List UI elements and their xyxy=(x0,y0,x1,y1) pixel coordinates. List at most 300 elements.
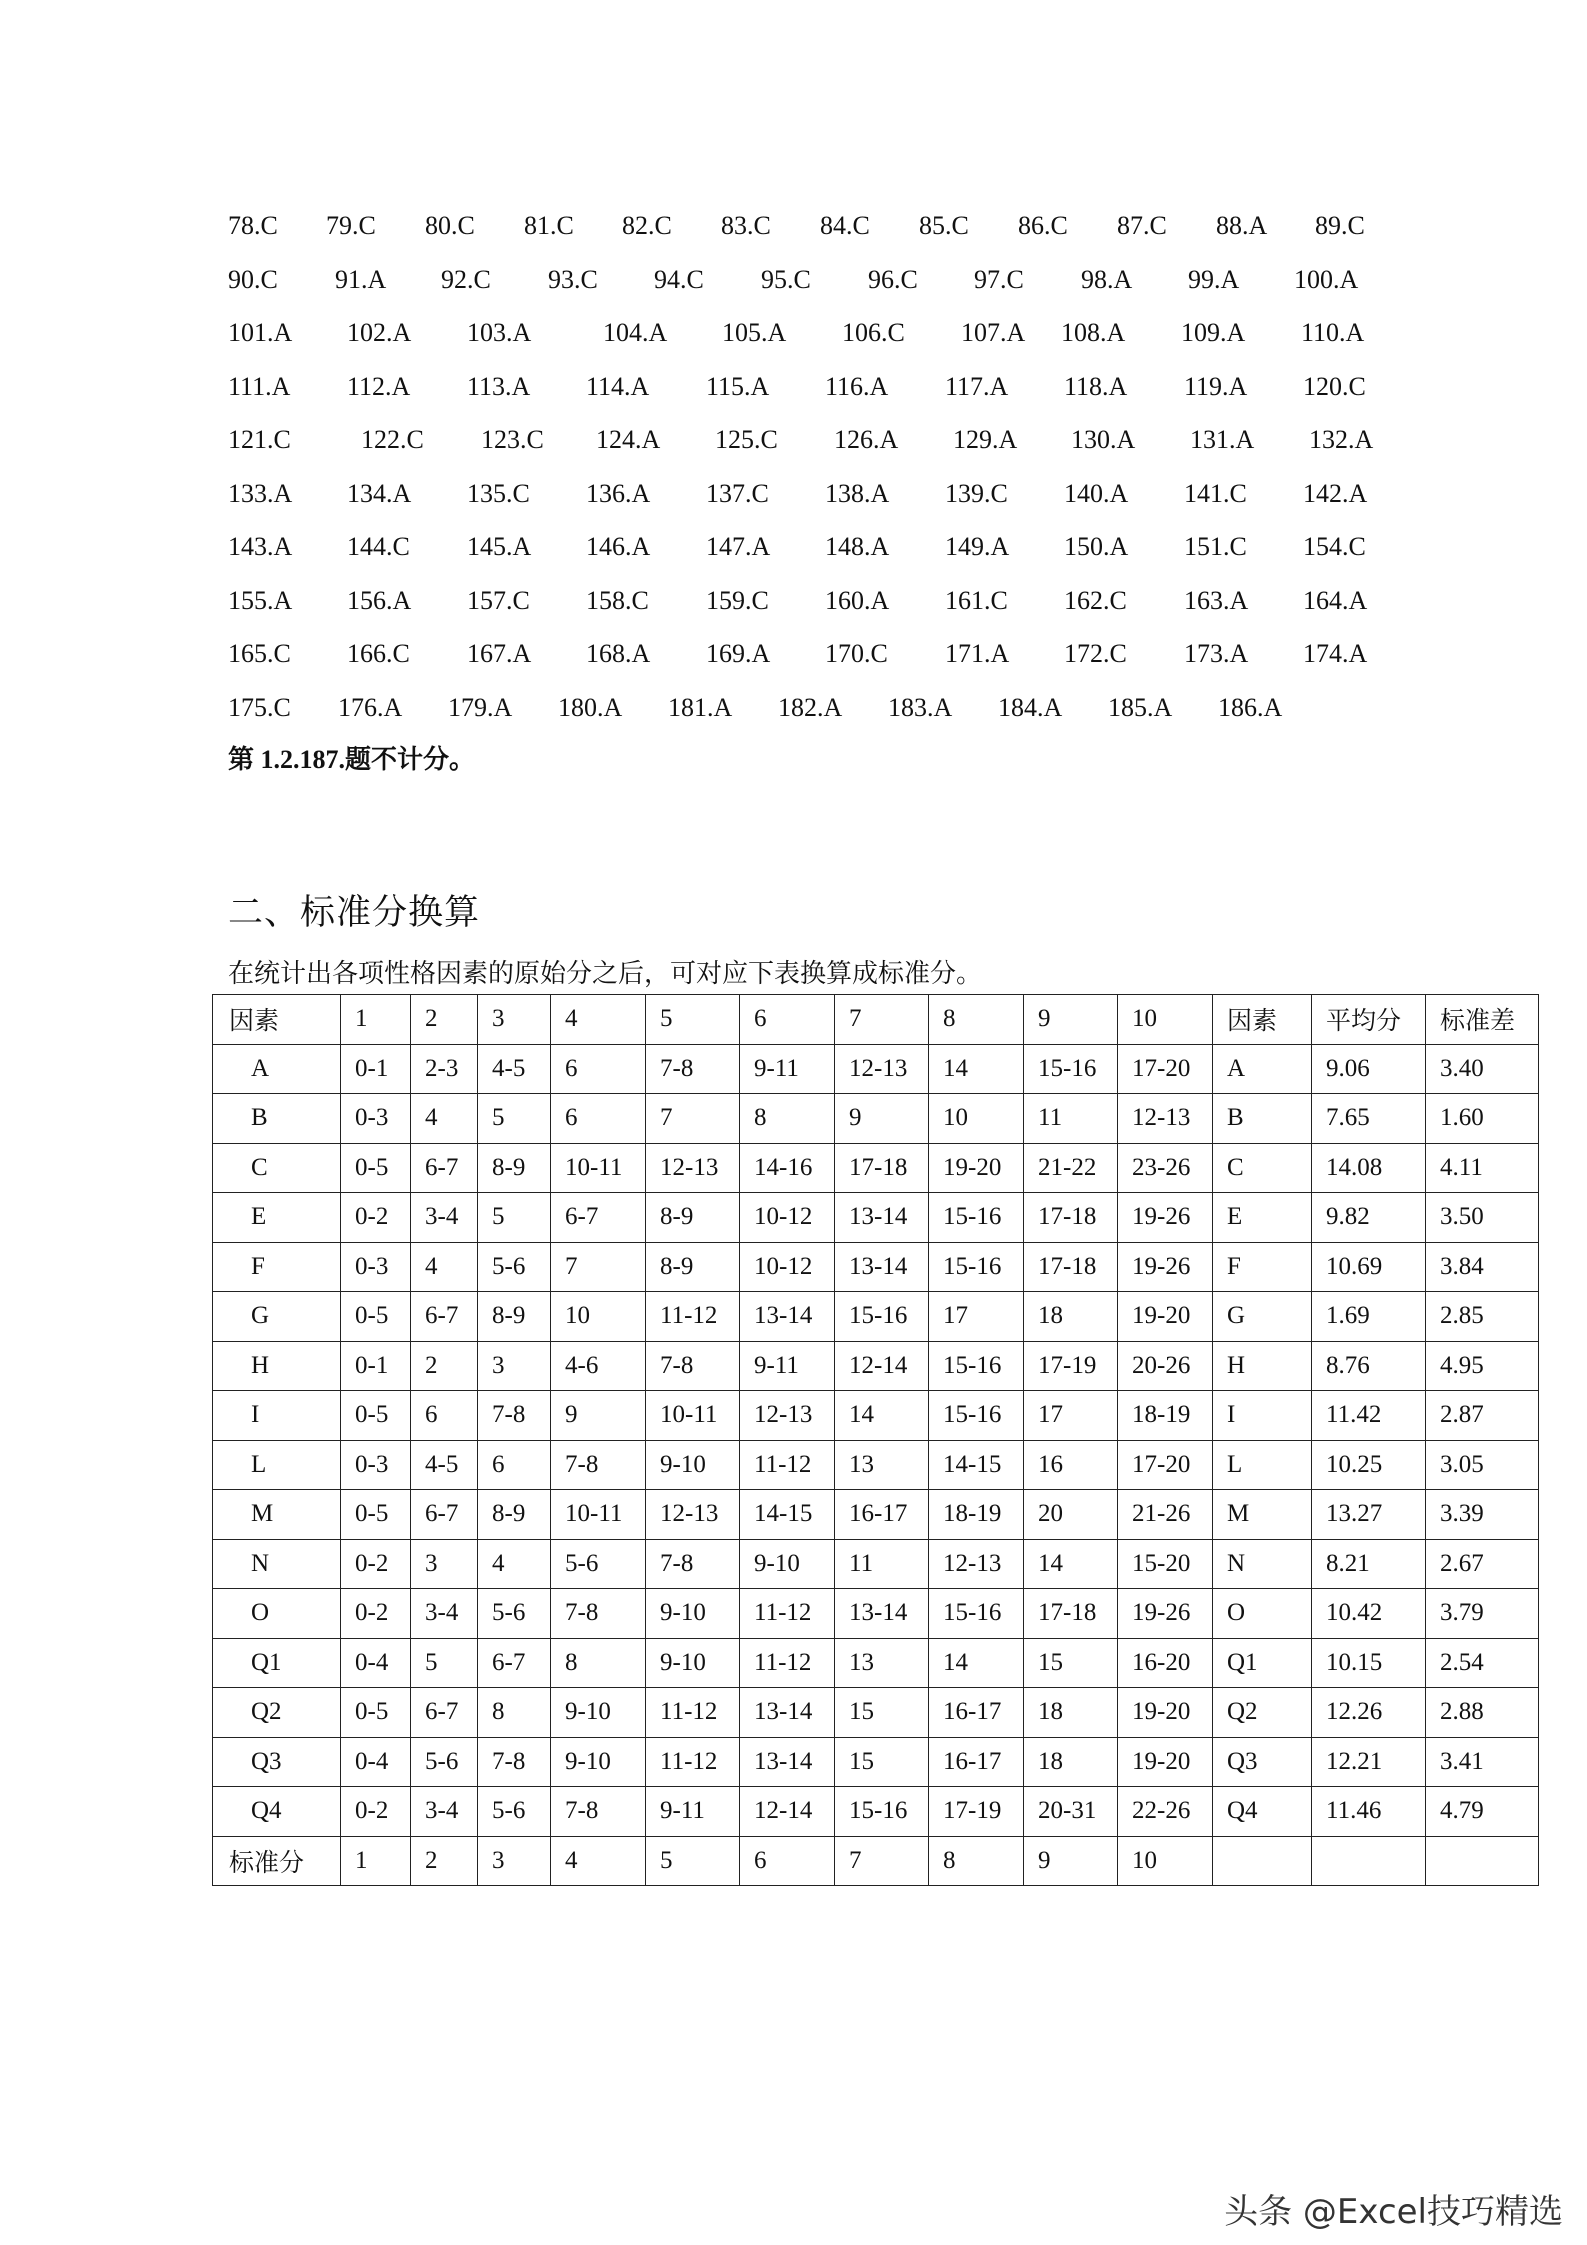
table-cell: 11 xyxy=(835,1539,929,1589)
factor-cell: G xyxy=(213,1292,341,1342)
section-intro: 在统计出各项性格因素的原始分之后，可对应下表换算成标准分。 xyxy=(228,959,983,988)
table-cell: 21-22 xyxy=(1024,1143,1118,1193)
table-cell: 3.50 xyxy=(1426,1193,1539,1243)
table-cell: 2.54 xyxy=(1426,1638,1539,1688)
answer-item: 105.A xyxy=(722,318,787,347)
answer-item: 115.A xyxy=(706,371,770,401)
answer-item: 176.A xyxy=(338,692,403,722)
answer-item: 181.A xyxy=(668,692,733,722)
table-cell: 9-11 xyxy=(646,1787,740,1837)
answer-item: 139.C xyxy=(945,478,1008,508)
table-cell: 3 xyxy=(478,1341,551,1391)
table-cell: 3 xyxy=(478,1836,551,1886)
table-cell: 6 xyxy=(411,1391,478,1441)
answer-item: 131.A xyxy=(1190,425,1255,454)
answer-item: 98.A xyxy=(1081,264,1133,294)
scoring-note: 第 1.2.187.题不计分。 xyxy=(228,745,476,774)
table-cell: 8.76 xyxy=(1312,1341,1426,1391)
table-cell: 13.27 xyxy=(1312,1490,1426,1540)
table-cell: 18 xyxy=(1024,1292,1118,1342)
table-cell: 16-17 xyxy=(929,1688,1024,1738)
table-cell xyxy=(1426,1836,1539,1886)
table-cell: 12-13 xyxy=(646,1490,740,1540)
answer-item: 158.C xyxy=(586,585,649,615)
answer-item: 119.A xyxy=(1184,371,1248,401)
answer-item: 184.A xyxy=(998,692,1063,722)
factor-cell: M xyxy=(213,1490,341,1540)
answer-item: 154.C xyxy=(1303,532,1366,561)
table-cell: 6-7 xyxy=(551,1193,646,1243)
table-cell: 因素 xyxy=(1213,995,1312,1045)
table-cell: 17-18 xyxy=(1024,1193,1118,1243)
answer-item: 100.A xyxy=(1294,264,1359,294)
table-cell: 14-15 xyxy=(740,1490,835,1540)
table-cell: 12-13 xyxy=(835,1044,929,1094)
answer-item: 182.A xyxy=(778,692,843,722)
answer-item: 133.A xyxy=(228,478,293,508)
table-cell: 5 xyxy=(478,1094,551,1144)
table-cell: Q1 xyxy=(1213,1638,1312,1688)
table-cell: 6 xyxy=(740,995,835,1045)
table-cell: 10-12 xyxy=(740,1242,835,1292)
table-cell: 3-4 xyxy=(411,1193,478,1243)
table-cell: 20-31 xyxy=(1024,1787,1118,1837)
table-row xyxy=(213,1787,1539,1837)
table-cell: 9-10 xyxy=(646,1440,740,1490)
answer-item: 174.A xyxy=(1303,639,1368,668)
table-cell: 12-13 xyxy=(929,1539,1024,1589)
table-cell: 8-9 xyxy=(646,1242,740,1292)
answer-item: 136.A xyxy=(586,478,651,508)
answer-item: 102.A xyxy=(347,318,412,347)
answer-item: 134.A xyxy=(347,478,412,508)
table-row xyxy=(213,1341,1539,1391)
table-cell: 15-16 xyxy=(929,1589,1024,1639)
answer-item: 126.A xyxy=(834,425,899,454)
table-cell: 11.42 xyxy=(1312,1391,1426,1441)
table-cell: 15-20 xyxy=(1118,1539,1213,1589)
table-cell: 14-16 xyxy=(740,1143,835,1193)
table-cell: 4.95 xyxy=(1426,1341,1539,1391)
table-cell: 1.69 xyxy=(1312,1292,1426,1342)
answer-item: 164.A xyxy=(1303,585,1368,615)
answer-item: 141.C xyxy=(1184,478,1247,508)
table-cell: 0-2 xyxy=(341,1193,411,1243)
table-cell: 5 xyxy=(411,1638,478,1688)
answer-row xyxy=(228,420,1378,474)
table-cell: 17-19 xyxy=(929,1787,1024,1837)
table-cell: 标准差 xyxy=(1426,995,1539,1045)
table-cell: 11-12 xyxy=(740,1638,835,1688)
table-cell: 12-14 xyxy=(740,1787,835,1837)
answer-item: 96.C xyxy=(868,264,918,294)
answer-item: 159.C xyxy=(706,585,769,615)
table-cell: 13-14 xyxy=(835,1193,929,1243)
table-cell: M xyxy=(1213,1490,1312,1540)
table-cell: I xyxy=(1213,1391,1312,1441)
table-cell: 10 xyxy=(1118,1836,1213,1886)
table-cell: N xyxy=(1213,1539,1312,1589)
table-cell: 18-19 xyxy=(1118,1391,1213,1441)
table-cell: 10 xyxy=(929,1094,1024,1144)
table-cell: 17 xyxy=(1024,1391,1118,1441)
table-cell: 7.65 xyxy=(1312,1094,1426,1144)
table-cell: 6 xyxy=(478,1440,551,1490)
answer-item: 142.A xyxy=(1303,478,1368,508)
answer-item: 155.A xyxy=(228,585,293,615)
table-cell: 11 xyxy=(1024,1094,1118,1144)
table-cell: 11.46 xyxy=(1312,1787,1426,1837)
table-cell: 18 xyxy=(1024,1737,1118,1787)
factor-cell: B xyxy=(213,1094,341,1144)
table-row xyxy=(213,1391,1539,1441)
table-cell: 6-7 xyxy=(411,1292,478,1342)
answer-item: 171.A xyxy=(945,639,1010,668)
table-row xyxy=(213,1292,1539,1342)
table-row xyxy=(213,1242,1539,1292)
answer-item: 132.A xyxy=(1309,425,1374,454)
table-cell: 7-8 xyxy=(478,1391,551,1441)
table-cell: 3.41 xyxy=(1426,1737,1539,1787)
answer-item: 135.C xyxy=(467,478,530,508)
table-cell: 13-14 xyxy=(835,1242,929,1292)
answer-item: 161.C xyxy=(945,585,1008,615)
table-cell: 7 xyxy=(835,995,929,1045)
answer-item: 169.A xyxy=(706,639,771,668)
table-cell: 0-5 xyxy=(341,1391,411,1441)
answer-row xyxy=(228,688,1378,742)
table-row xyxy=(213,1688,1539,1738)
table-cell: 12-13 xyxy=(740,1391,835,1441)
table-cell: 3.39 xyxy=(1426,1490,1539,1540)
table-cell: 3.84 xyxy=(1426,1242,1539,1292)
table-cell: 9-11 xyxy=(740,1044,835,1094)
table-cell: 0-3 xyxy=(341,1242,411,1292)
table-cell: 8 xyxy=(740,1094,835,1144)
answer-item: 144.C xyxy=(347,532,410,561)
table-cell: 9-10 xyxy=(646,1589,740,1639)
table-cell: 2-3 xyxy=(411,1044,478,1094)
table-cell: 0-1 xyxy=(341,1341,411,1391)
answer-item: 160.A xyxy=(825,585,890,615)
table-cell: 12.26 xyxy=(1312,1688,1426,1738)
table-cell: 4.79 xyxy=(1426,1787,1539,1837)
table-cell: 9-10 xyxy=(646,1638,740,1688)
table-cell: 12.21 xyxy=(1312,1737,1426,1787)
answer-item: 186.A xyxy=(1218,692,1283,722)
table-cell: 2.87 xyxy=(1426,1391,1539,1441)
answer-item: 179.A xyxy=(448,692,513,722)
table-cell: 19-20 xyxy=(1118,1737,1213,1787)
table-cell: 4 xyxy=(551,995,646,1045)
table-cell: 13-14 xyxy=(835,1589,929,1639)
table-cell: 1 xyxy=(341,995,411,1045)
table-cell: 7-8 xyxy=(551,1440,646,1490)
table-cell: 2.85 xyxy=(1426,1292,1539,1342)
table-cell: 22-26 xyxy=(1118,1787,1213,1837)
table-cell: 5-6 xyxy=(478,1787,551,1837)
table-cell: 10-11 xyxy=(551,1490,646,1540)
table-cell: 7 xyxy=(646,1094,740,1144)
table-cell: 8 xyxy=(478,1688,551,1738)
table-cell: 3-4 xyxy=(411,1787,478,1837)
table-cell: 6-7 xyxy=(478,1638,551,1688)
table-cell: F xyxy=(1213,1242,1312,1292)
table-cell: 7-8 xyxy=(646,1044,740,1094)
table-cell: 12-13 xyxy=(1118,1094,1213,1144)
table-cell: 21-26 xyxy=(1118,1490,1213,1540)
answer-item: 106.C xyxy=(842,318,905,347)
answer-row xyxy=(228,474,1378,528)
table-cell: 3 xyxy=(478,995,551,1045)
table-cell: 10-11 xyxy=(551,1143,646,1193)
table-cell: 0-4 xyxy=(341,1638,411,1688)
answer-item: 110.A xyxy=(1301,318,1365,347)
table-cell: 8-9 xyxy=(478,1490,551,1540)
section-title: 二、标准分换算 xyxy=(228,893,481,933)
factor-cell: N xyxy=(213,1539,341,1589)
table-cell: 10-11 xyxy=(646,1391,740,1441)
table-cell: 5 xyxy=(646,995,740,1045)
table-cell: 1 xyxy=(341,1836,411,1886)
table-cell: 9-11 xyxy=(740,1341,835,1391)
table-cell: 5 xyxy=(646,1836,740,1886)
table-cell: 6-7 xyxy=(411,1490,478,1540)
table-cell: 11-12 xyxy=(646,1688,740,1738)
answer-row xyxy=(228,634,1378,688)
table-cell: 16-17 xyxy=(835,1490,929,1540)
answer-item: 173.A xyxy=(1184,639,1249,668)
table-cell: 17 xyxy=(929,1292,1024,1342)
answer-item: 84.C xyxy=(820,211,870,240)
table-cell: 8 xyxy=(551,1638,646,1688)
standard-score-table xyxy=(212,994,1539,1886)
answer-item: 180.A xyxy=(558,692,623,722)
table-cell: 7-8 xyxy=(646,1539,740,1589)
table-cell: 9-10 xyxy=(740,1539,835,1589)
answer-item: 83.C xyxy=(721,211,771,240)
answer-item: 114.A xyxy=(586,371,650,401)
table-cell: 5-6 xyxy=(411,1737,478,1787)
answer-item: 143.A xyxy=(228,532,293,561)
table-cell: 10.15 xyxy=(1312,1638,1426,1688)
table-cell: 4-6 xyxy=(551,1341,646,1391)
table-cell: 18 xyxy=(1024,1688,1118,1738)
answer-item: 148.A xyxy=(825,532,890,561)
table-cell: O xyxy=(1213,1589,1312,1639)
table-cell: 12-13 xyxy=(646,1143,740,1193)
table-cell: 14.08 xyxy=(1312,1143,1426,1193)
table-cell: 6 xyxy=(551,1094,646,1144)
table-cell: 15-16 xyxy=(1024,1044,1118,1094)
answer-item: 80.C xyxy=(425,211,475,240)
answer-item: 149.A xyxy=(945,532,1010,561)
table-cell: 8-9 xyxy=(646,1193,740,1243)
answer-item: 113.A xyxy=(467,371,531,401)
answer-item: 108.A xyxy=(1061,318,1126,347)
answer-item: 92.C xyxy=(441,264,491,294)
table-cell: 8 xyxy=(929,995,1024,1045)
answer-item: 166.C xyxy=(347,639,410,668)
answer-item: 101.A xyxy=(228,318,293,347)
table-cell: 6-7 xyxy=(411,1688,478,1738)
table-cell: 9 xyxy=(1024,995,1118,1045)
table-cell: 14 xyxy=(929,1044,1024,1094)
table-cell: 0-2 xyxy=(341,1589,411,1639)
table-cell: 14-15 xyxy=(929,1440,1024,1490)
table-cell: 2 xyxy=(411,1341,478,1391)
table-cell: E xyxy=(1213,1193,1312,1243)
answer-item: 124.A xyxy=(596,425,661,454)
table-cell: 0-5 xyxy=(341,1292,411,1342)
watermark: 头条 @Excel技巧精选 xyxy=(1224,2192,1563,2232)
factor-cell: Q2 xyxy=(213,1688,341,1738)
answer-item: 91.A xyxy=(335,264,387,294)
table-cell: A xyxy=(1213,1044,1312,1094)
answer-row xyxy=(228,260,1378,314)
table-cell: 13 xyxy=(835,1638,929,1688)
table-cell: 16-17 xyxy=(929,1737,1024,1787)
table-row xyxy=(213,1044,1539,1094)
table-cell: 19-26 xyxy=(1118,1589,1213,1639)
table-cell: 17-20 xyxy=(1118,1044,1213,1094)
table-cell xyxy=(1312,1836,1426,1886)
answer-item: 156.A xyxy=(347,585,412,615)
answer-item: 151.C xyxy=(1184,532,1247,561)
answer-item: 165.C xyxy=(228,639,291,668)
factor-cell: Q4 xyxy=(213,1787,341,1837)
table-cell: 16-20 xyxy=(1118,1638,1213,1688)
table-cell: 7-8 xyxy=(646,1341,740,1391)
table-cell: 15-16 xyxy=(929,1193,1024,1243)
answer-item: 95.C xyxy=(761,264,811,294)
answer-item: 118.A xyxy=(1064,371,1128,401)
table-cell: 17-18 xyxy=(1024,1242,1118,1292)
answer-item: 97.C xyxy=(974,264,1024,294)
table-cell: 0-3 xyxy=(341,1440,411,1490)
answer-item: 107.A xyxy=(961,318,1026,347)
table-cell: 4 xyxy=(551,1836,646,1886)
table-row xyxy=(213,1193,1539,1243)
table-cell: 19-20 xyxy=(1118,1688,1213,1738)
table-cell: 0-5 xyxy=(341,1688,411,1738)
answer-row xyxy=(228,206,1378,260)
table-cell: 8 xyxy=(929,1836,1024,1886)
table-cell: 16 xyxy=(1024,1440,1118,1490)
table-cell: 5-6 xyxy=(478,1242,551,1292)
factor-cell: I xyxy=(213,1391,341,1441)
answer-item: 150.A xyxy=(1064,532,1129,561)
table-cell: 20 xyxy=(1024,1490,1118,1540)
table-cell: 7-8 xyxy=(478,1737,551,1787)
answer-item: 129.A xyxy=(953,425,1018,454)
table-cell: 4.11 xyxy=(1426,1143,1539,1193)
table-cell: 平均分 xyxy=(1312,995,1426,1045)
table-cell: C xyxy=(1213,1143,1312,1193)
table-cell: 5 xyxy=(478,1193,551,1243)
table-cell: 3.40 xyxy=(1426,1044,1539,1094)
table-cell: 20-26 xyxy=(1118,1341,1213,1391)
table-cell: 2 xyxy=(411,995,478,1045)
table-cell: 1.60 xyxy=(1426,1094,1539,1144)
answer-item: 130.A xyxy=(1071,425,1136,454)
table-cell: 18-19 xyxy=(929,1490,1024,1540)
answer-item: 117.A xyxy=(945,371,1009,401)
answer-item: 90.C xyxy=(228,264,278,294)
answer-item: 112.A xyxy=(347,371,411,401)
table-cell: 14 xyxy=(929,1638,1024,1688)
table-cell: 10.69 xyxy=(1312,1242,1426,1292)
table-cell: 11-12 xyxy=(646,1292,740,1342)
factor-cell: 标准分 xyxy=(213,1836,341,1886)
table-cell: 8-9 xyxy=(478,1143,551,1193)
table-cell: L xyxy=(1213,1440,1312,1490)
table-cell: 19-26 xyxy=(1118,1242,1213,1292)
table-cell: 19-20 xyxy=(1118,1292,1213,1342)
answer-item: 145.A xyxy=(467,532,532,561)
answer-item: 93.C xyxy=(548,264,598,294)
table-cell: 4-5 xyxy=(478,1044,551,1094)
answer-item: 146.A xyxy=(586,532,651,561)
table-row xyxy=(213,1094,1539,1144)
answer-row xyxy=(228,367,1378,421)
answer-item: 78.C xyxy=(228,211,278,240)
table-cell: 8.21 xyxy=(1312,1539,1426,1589)
answer-item: 183.A xyxy=(888,692,953,722)
answer-item: 185.A xyxy=(1108,692,1173,722)
table-cell: 2 xyxy=(411,1836,478,1886)
table-cell: 8-9 xyxy=(478,1292,551,1342)
answer-item: 89.C xyxy=(1315,211,1365,240)
table-row xyxy=(213,1490,1539,1540)
answer-item: 88.A xyxy=(1216,211,1268,240)
factor-cell: F xyxy=(213,1242,341,1292)
answer-item: 163.A xyxy=(1184,585,1249,615)
answer-item: 94.C xyxy=(654,264,704,294)
table-row xyxy=(213,1638,1539,1688)
answer-item: 86.C xyxy=(1018,211,1068,240)
table-cell: 6 xyxy=(740,1836,835,1886)
factor-cell: E xyxy=(213,1193,341,1243)
answer-item: 138.A xyxy=(825,478,890,508)
table-cell: 13 xyxy=(835,1440,929,1490)
answer-item: 104.A xyxy=(603,318,668,347)
table-row xyxy=(213,1539,1539,1589)
table-cell: 9.82 xyxy=(1312,1193,1426,1243)
table-cell: 15-16 xyxy=(835,1787,929,1837)
table-cell: G xyxy=(1213,1292,1312,1342)
answer-row xyxy=(228,527,1378,581)
answer-item: 111.A xyxy=(228,371,291,401)
table-cell: 10 xyxy=(551,1292,646,1342)
table-cell: B xyxy=(1213,1094,1312,1144)
table-cell: 15-16 xyxy=(835,1292,929,1342)
table-cell: 13-14 xyxy=(740,1737,835,1787)
answer-item: 140.A xyxy=(1064,478,1129,508)
answer-item: 167.A xyxy=(467,639,532,668)
table-cell: 9.06 xyxy=(1312,1044,1426,1094)
table-cell: 13-14 xyxy=(740,1292,835,1342)
answer-item: 125.C xyxy=(715,425,778,454)
table-cell: 10-12 xyxy=(740,1193,835,1243)
table-row xyxy=(213,1589,1539,1639)
table-cell: 9 xyxy=(835,1094,929,1144)
table-cell: 14 xyxy=(1024,1539,1118,1589)
answer-item: 162.C xyxy=(1064,585,1127,615)
answer-item: 137.C xyxy=(706,478,769,508)
answer-item: 109.A xyxy=(1181,318,1246,347)
table-cell: 6 xyxy=(551,1044,646,1094)
